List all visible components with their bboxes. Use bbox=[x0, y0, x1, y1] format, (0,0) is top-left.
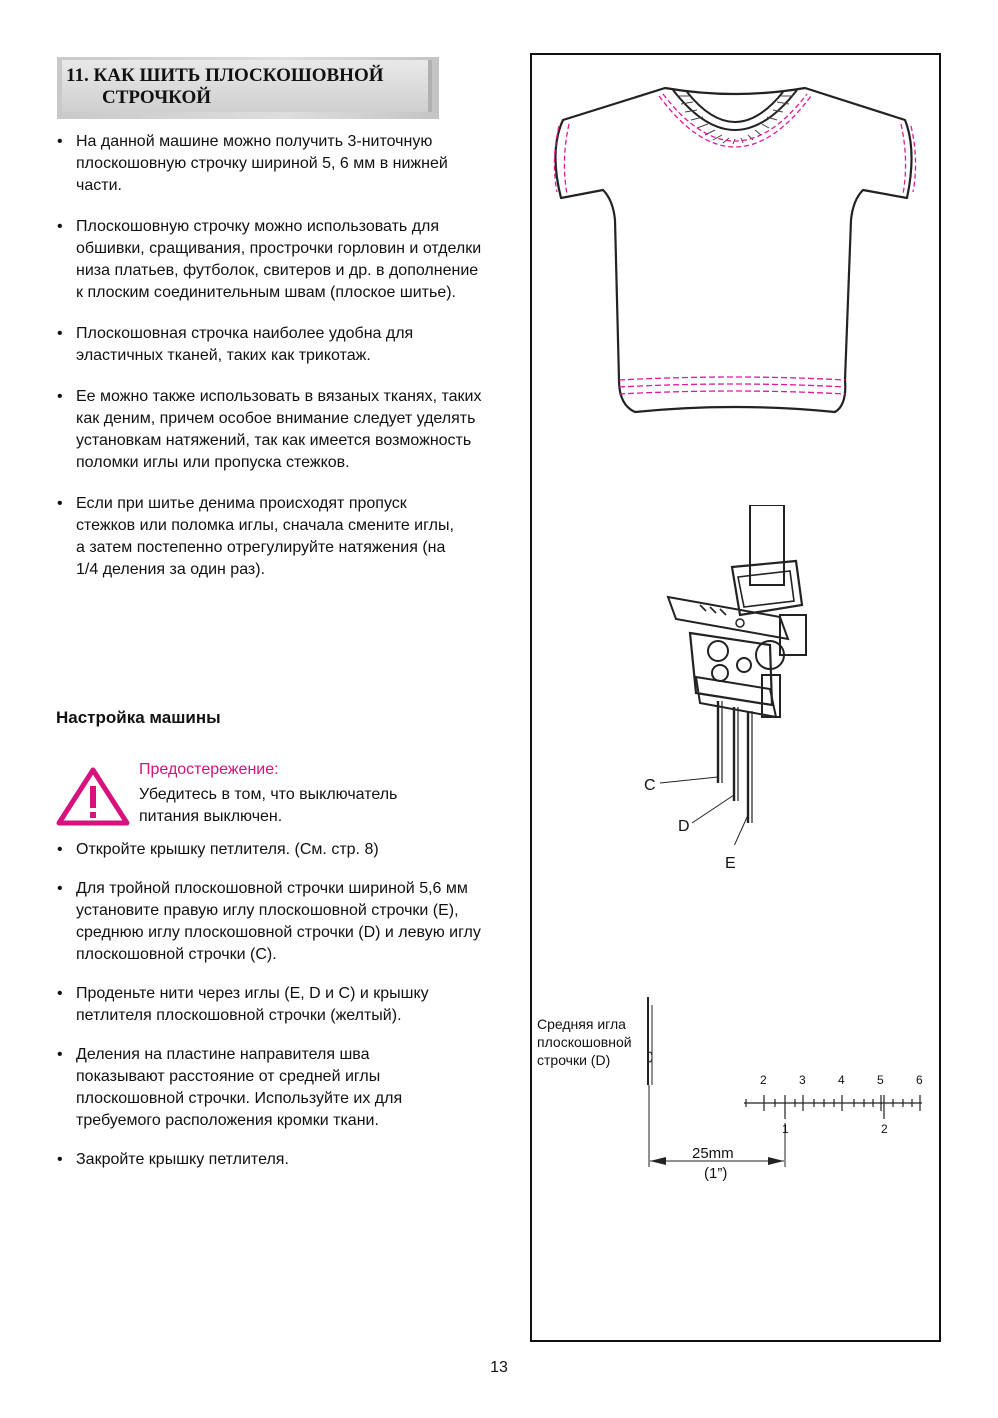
needle-label-e: E bbox=[725, 855, 736, 872]
title-line-1: 11. КАК ШИТЬ ПЛОСКОШОВНОЙ bbox=[66, 65, 384, 86]
intro-list bbox=[56, 131, 496, 581]
bottom-scale-mark-2: 2 bbox=[881, 1122, 888, 1136]
warning-icon bbox=[56, 766, 130, 826]
scale-mark: 6 bbox=[916, 1073, 923, 1087]
needle-label-d: D bbox=[678, 818, 690, 835]
list-item: • На данной машине можно получить 3-ниточную плоскошовную строчку шириной 5, 6 мм в нижней части. bbox=[56, 131, 468, 197]
title-line-2: СТРОЧКОЙ bbox=[102, 87, 211, 108]
section-heading: Настройка машины bbox=[56, 708, 221, 727]
tshirt-illustration bbox=[545, 80, 925, 420]
guide-label-line-3: строчки (D) bbox=[537, 1052, 611, 1068]
guide-label-line-1: Средняя игла bbox=[537, 1016, 626, 1032]
scale-mark: 3 bbox=[799, 1073, 806, 1087]
warning-title: Предостережение: bbox=[139, 761, 279, 778]
bottom-scale-mark-1: 1 bbox=[782, 1122, 789, 1136]
list-item: • Плоскошовную строчку можно использовать для обшивки, сращивания, прострочки горловин и отделки низа платьев, футболок, свитеров и др. в дополнение к плоским соединительным швам (плоское шитье). bbox=[56, 216, 486, 304]
guide-label bbox=[537, 1015, 632, 1069]
warning-text: Убедитесь в том, что выключатель питания выключен. bbox=[139, 786, 398, 825]
list-item: • Закройте крышку петлителя. bbox=[56, 1149, 460, 1171]
list-item: • Если при шитье денима происходят пропуск стежков или поломка иглы, сначала смените иглы, а затем постепенно отрегулируйте натяжения (на 1/4 деления за один раз). bbox=[56, 493, 460, 581]
scale-mark: 4 bbox=[838, 1073, 845, 1087]
list-item: • Проденьте нити через иглы (E, D и C) и крышку петлителя плоскошовной строчки (желтый). bbox=[56, 983, 486, 1027]
distance-inch: (1”) bbox=[704, 1165, 728, 1182]
list-item: • Для тройной плоскошовной строчки шириной 5,6 мм установите правую иглу плоскошовной строчки (E), среднюю иглу плоскошовной строчки (D) и левую иглу плоскошовной строчки (C). bbox=[56, 878, 488, 966]
list-item: • Откройте крышку петлителя. (См. стр. 8) bbox=[56, 839, 476, 861]
list-item: • Ее можно также использовать в вязаных тканях, таких как деним, причем особое внимание следует уделять установкам натяжений, так как имеется возможность поломки иглы или пропуска стежков. bbox=[56, 386, 490, 474]
list-item: • Плоскошовная строчка наиболее удобна для эластичных тканей, таких как трикотаж. bbox=[56, 323, 476, 367]
scale-mark: 5 bbox=[877, 1073, 884, 1087]
page-title bbox=[66, 65, 384, 109]
needle-label-c: C bbox=[644, 777, 656, 794]
list-item: • Деления на пластине направителя шва показывают расстояние от средней иглы плоскошовной строчки. Используйте их для требуемого расположения кромки ткани. bbox=[56, 1044, 460, 1132]
page-number: 13 bbox=[490, 1359, 508, 1376]
guide-label-line-2: плоскошовной bbox=[537, 1034, 632, 1050]
distance-mm: 25mm bbox=[692, 1145, 734, 1162]
guide-scale-drawing bbox=[640, 995, 930, 1175]
scale-mark: 2 bbox=[760, 1073, 767, 1087]
setup-list bbox=[56, 839, 496, 1171]
